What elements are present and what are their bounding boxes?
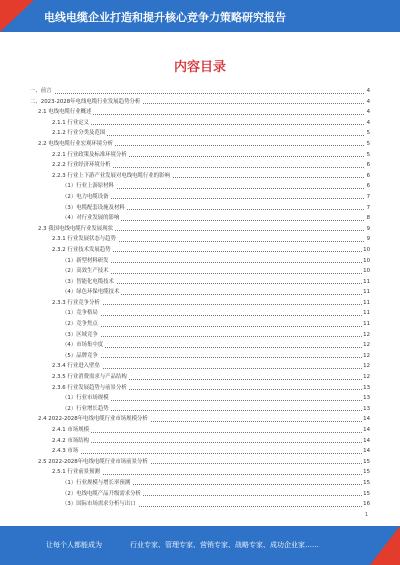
toc-entry-label: 2.4.2 市场结构 xyxy=(52,436,91,447)
toc-entry-label: （3）区域竞争 xyxy=(62,330,100,341)
toc-entry[interactable] xyxy=(30,171,370,182)
toc-dot-leader xyxy=(30,93,364,94)
toc-entry-label: 2.1 电线电缆行业概述 xyxy=(38,107,93,118)
toc-entry-page: 10 xyxy=(362,245,370,256)
toc-entry[interactable] xyxy=(30,361,370,372)
toc-entry-page: 9 xyxy=(366,234,370,245)
report-title: 电线电缆企业打造和提升核心竞争力策略研究报告 xyxy=(44,11,286,24)
header-bar xyxy=(0,0,400,32)
toc-entry-label: 2.3.6 行业发展趋势与前景分析 xyxy=(52,383,129,394)
toc-entry-page: 12 xyxy=(362,372,370,383)
toc-entry-page: 14 xyxy=(362,425,370,436)
toc-heading: 内容目录 xyxy=(173,60,226,75)
toc-entry-label: （2）电线电缆产品升级需求分析 xyxy=(62,489,143,500)
toc-entry[interactable] xyxy=(30,372,370,383)
toc-entry[interactable] xyxy=(30,256,370,267)
toc-entry[interactable] xyxy=(30,478,370,489)
toc-entry[interactable] xyxy=(30,287,370,298)
toc-entry-page: 6 xyxy=(366,160,370,171)
toc-entry[interactable] xyxy=(30,160,370,171)
toc-entry-page: 10 xyxy=(362,256,370,267)
toc-dot-leader xyxy=(62,315,364,316)
toc-entry-label: 2.3 我国电线电缆行业发展现状 xyxy=(38,224,115,235)
page-number: 1 xyxy=(364,512,368,518)
toc-entry-page: 8 xyxy=(366,213,370,224)
toc-entry-label: 2.2.2 行业经济环境分析 xyxy=(52,160,113,171)
toc-dot-leader xyxy=(52,432,364,433)
toc-entry[interactable] xyxy=(30,128,370,139)
toc-entry[interactable] xyxy=(30,489,370,500)
toc-entry[interactable] xyxy=(30,319,370,330)
toc-entry[interactable] xyxy=(30,436,370,447)
toc-entry[interactable] xyxy=(30,457,370,468)
toc-entry-page: 4 xyxy=(366,86,370,97)
toc-entry-label: 2.3.5 行业消费需求与产品结构 xyxy=(52,372,129,383)
toc-entry-page: 15 xyxy=(362,478,370,489)
footer-bar xyxy=(0,526,400,565)
toc-entry-page: 13 xyxy=(362,393,370,404)
toc-entry[interactable] xyxy=(30,118,370,129)
toc-entry-label: （2）高效生产技术 xyxy=(62,266,111,277)
toc-entry-label: 2.1.2 行业分类及范围 xyxy=(52,128,107,139)
toc-entry-label: （4）对行业发展的影响 xyxy=(62,213,121,224)
toc-entry-label: （1）新型材料研发 xyxy=(62,256,111,267)
toc-entry-label: 2.3.1 行业发展状态与趋势 xyxy=(52,234,118,245)
toc-entry-page: 7 xyxy=(366,192,370,203)
toc-dot-leader xyxy=(52,124,364,125)
toc-entry[interactable] xyxy=(30,150,370,161)
toc-entry-label: 2.1.1 行业定义 xyxy=(52,118,91,129)
toc-entry-label: （1）行业市场规模 xyxy=(62,393,111,404)
toc-entry-page: 15 xyxy=(362,467,370,478)
toc-entry-label: （3）国际市场需求分析与出口 xyxy=(62,499,138,510)
toc-entry[interactable] xyxy=(30,139,370,150)
toc-entry-page: 9 xyxy=(366,224,370,235)
toc-entry-label: 2.5.1 行业前景预测 xyxy=(52,467,102,478)
toc-entry-page: 13 xyxy=(362,404,370,415)
toc-entry[interactable] xyxy=(30,499,370,510)
toc-entry[interactable] xyxy=(30,192,370,203)
toc-entry-label: 一、前言 xyxy=(30,86,54,97)
toc-entry[interactable] xyxy=(30,277,370,288)
toc-entry-page: 4 xyxy=(366,97,370,108)
toc-entry-page: 4 xyxy=(366,107,370,118)
toc-dot-leader xyxy=(52,453,364,454)
toc-dot-leader xyxy=(62,357,364,358)
toc-entry-page: 16 xyxy=(362,499,370,510)
toc-entry[interactable] xyxy=(30,340,370,351)
toc-dot-leader xyxy=(62,336,364,337)
header-red-corner xyxy=(0,0,34,32)
toc-entry[interactable] xyxy=(30,213,370,224)
toc-dot-leader xyxy=(62,326,364,327)
toc-entry[interactable] xyxy=(30,393,370,404)
toc-entry[interactable] xyxy=(30,446,370,457)
toc-entry-label: （5）品牌竞争 xyxy=(62,351,100,362)
toc-entry-page: 12 xyxy=(362,340,370,351)
toc-entry-page: 5 xyxy=(366,139,370,150)
toc-entry-page: 14 xyxy=(362,446,370,457)
toc-entry[interactable] xyxy=(30,203,370,214)
toc-entry-label: 二、2023-2028年电线电缆行业发展趋势分析 xyxy=(30,97,142,108)
toc-entry[interactable] xyxy=(30,330,370,341)
toc-entry-page: 5 xyxy=(366,150,370,161)
toc-entry-page: 14 xyxy=(362,414,370,425)
toc-entry-label: （2）竞争焦点 xyxy=(62,319,100,330)
toc-entry-label: 2.4.1 市场规模 xyxy=(52,425,91,436)
toc-entry[interactable] xyxy=(30,383,370,394)
toc-entry-label: 2.2.3 行业上下游产业发展对电线电缆行业的影响 xyxy=(52,171,172,182)
toc-entry-page: 12 xyxy=(362,330,370,341)
toc-entry-label: （2）行业增长趋势 xyxy=(62,404,111,415)
toc-entry-label: 2.2.1 行业政策及标准环境分析 xyxy=(52,150,129,161)
toc-entry-page: 12 xyxy=(362,351,370,362)
toc-entry[interactable] xyxy=(30,181,370,192)
toc-entry-page: 13 xyxy=(362,383,370,394)
toc-entry[interactable] xyxy=(30,351,370,362)
toc-entry-page: 14 xyxy=(362,436,370,447)
toc-entry[interactable] xyxy=(30,97,370,108)
toc-entry[interactable] xyxy=(30,298,370,309)
toc-entry-label: （1）行业规模与增长率预测 xyxy=(62,478,132,489)
toc-entry[interactable] xyxy=(30,224,370,235)
toc-entry-page: 5 xyxy=(366,128,370,139)
toc-entry-page: 6 xyxy=(366,171,370,182)
toc-entry-label: 2.5 2022-2028年电线电缆行业市场前景分析 xyxy=(38,457,150,468)
toc-entry[interactable] xyxy=(30,467,370,478)
table-of-contents xyxy=(30,86,370,510)
toc-entry-label: （3）电缆配套设施及材料 xyxy=(62,203,127,214)
toc-entry-label: 2.3.3 行业竞争分析 xyxy=(52,298,102,309)
toc-entry-page: 11 xyxy=(362,308,370,319)
toc-entry-page: 11 xyxy=(362,287,370,298)
toc-entry[interactable] xyxy=(30,308,370,319)
toc-entry-label: 2.4 2022-2028年电线电缆行业市场规模分析 xyxy=(38,414,150,425)
toc-entry-page: 11 xyxy=(362,298,370,309)
toc-entry-page: 6 xyxy=(366,181,370,192)
toc-entry[interactable] xyxy=(30,414,370,425)
toc-entry[interactable] xyxy=(30,245,370,256)
toc-entry-page: 15 xyxy=(362,489,370,500)
toc-entry-label: （1）行业上游原材料 xyxy=(62,181,116,192)
toc-entry[interactable] xyxy=(30,404,370,415)
toc-entry-page: 15 xyxy=(362,457,370,468)
toc-entry-page: 11 xyxy=(362,277,370,288)
toc-entry-page: 7 xyxy=(366,203,370,214)
toc-entry[interactable] xyxy=(30,425,370,436)
footer-slogan: 让每个人都能成为 xyxy=(46,541,102,549)
toc-entry-page: 4 xyxy=(366,118,370,129)
toc-entry-page: 10 xyxy=(362,266,370,277)
toc-dot-leader xyxy=(52,442,364,443)
toc-entry-label: （4）绿色环保电缆技术 xyxy=(62,287,121,298)
toc-entry-label: （1）竞争格局 xyxy=(62,308,100,319)
toc-entry-label: 2.3.4 行业进入壁垒 xyxy=(52,361,102,372)
toc-entry-label: 2.3.2 行业技术发展趋势 xyxy=(52,245,113,256)
toc-dot-leader xyxy=(62,347,364,348)
toc-entry[interactable] xyxy=(30,107,370,118)
footer-slogan-roles: 行业专家、管理专家、营销专家、战略专家、成功企业家…… xyxy=(130,541,319,549)
toc-entry[interactable] xyxy=(30,86,370,97)
toc-entry-label: 2.4.3 市场 xyxy=(52,446,80,457)
toc-entry[interactable] xyxy=(30,234,370,245)
toc-entry-page: 11 xyxy=(362,319,370,330)
toc-entry-page: 12 xyxy=(362,361,370,372)
toc-entry-label: （2）电力电缆设备 xyxy=(62,192,111,203)
toc-entry-label: （3）智能化电缆技术 xyxy=(62,277,116,288)
toc-entry-label: （4）市场集中度 xyxy=(62,340,105,351)
toc-entry[interactable] xyxy=(30,266,370,277)
footer-red-corner xyxy=(370,526,400,565)
toc-entry-label: 2.2 电线电缆行业宏观环境分析 xyxy=(38,139,115,150)
